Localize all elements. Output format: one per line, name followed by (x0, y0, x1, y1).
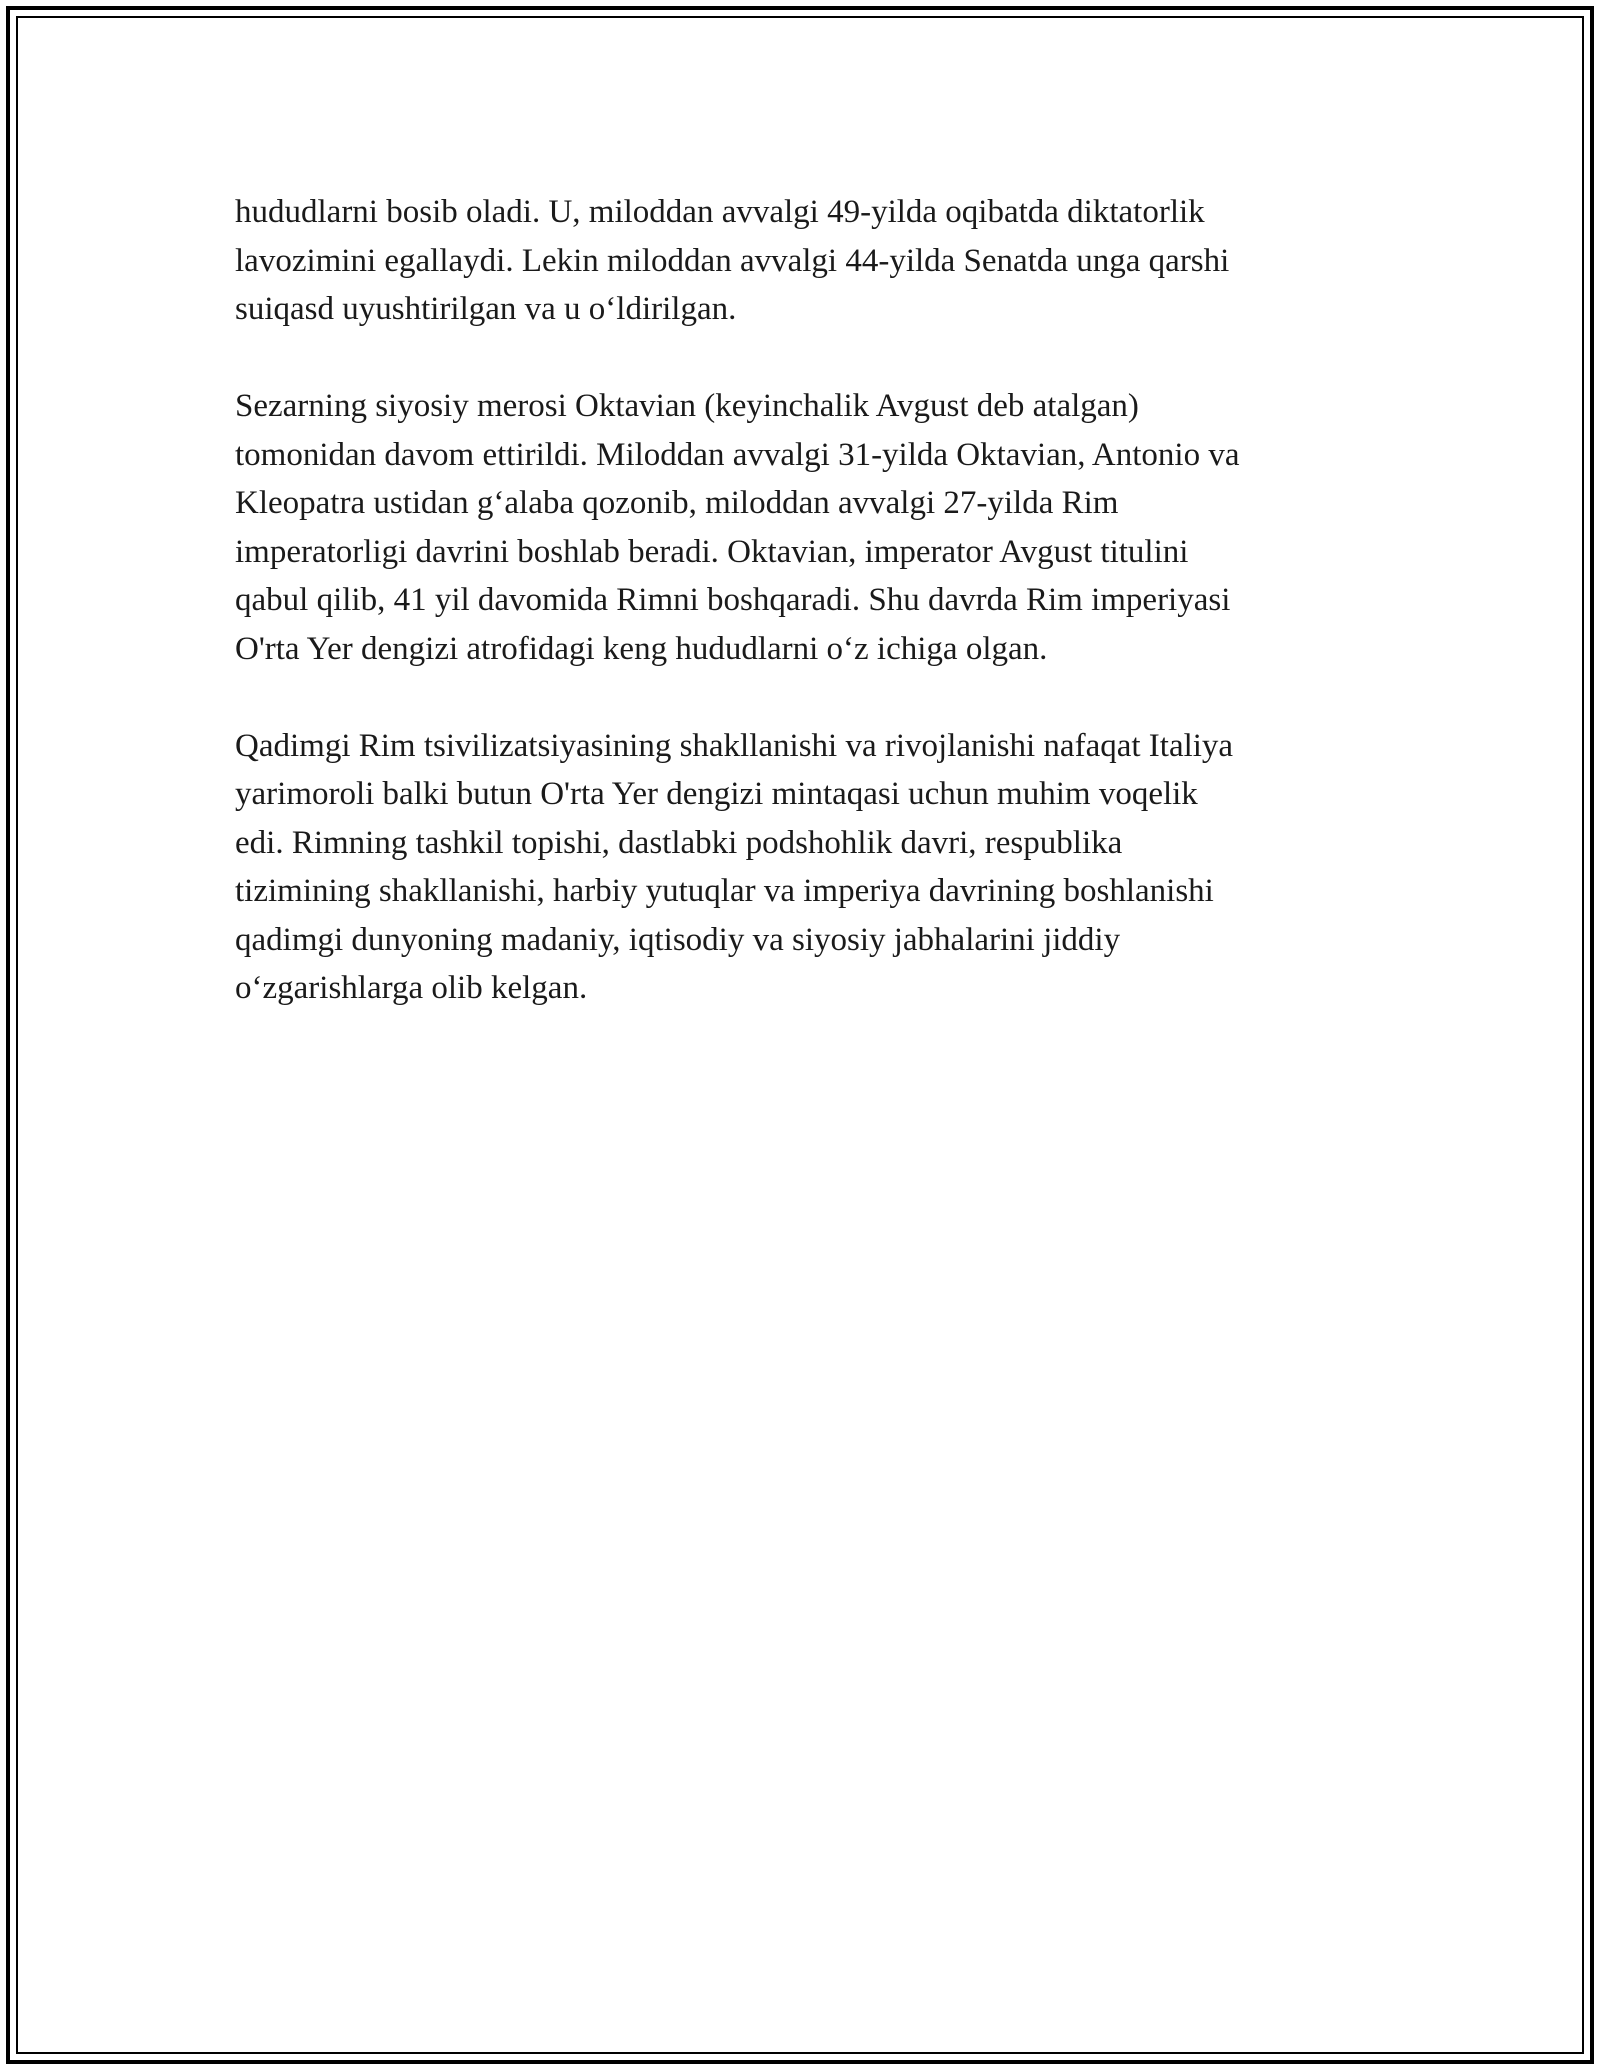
paragraph-2 (235, 382, 1365, 673)
paragraph-1 (235, 188, 1365, 334)
document-body (235, 188, 1365, 1061)
text-line: tizimining shakllanishi, harbiy yutuqlar va imperiya davrining boshlanishi (235, 873, 1214, 909)
text-line: O'rta Yer dengizi atrofidagi keng hududlarni o‘z ichiga olgan. (235, 630, 1048, 667)
text-line: o‘zgarishlarga olib kelgan. (235, 970, 588, 1006)
text-line: lavozimini egallaydi. Lekin miloddan avvalgi 44-yilda Senatda unga qarshi (235, 242, 1230, 279)
text-line: qadimgi dunyoning madaniy, iqtisodiy va siyosiy jabhalarini jiddiy (235, 921, 1121, 958)
text-line: qabul qilib, 41 yil davomida Rimni boshqaradi. Shu davrda Rim imperiyasi (235, 582, 1231, 618)
text-line: Kleopatra ustidan g‘alaba qozonib, miloddan avvalgi 27-yilda Rim (235, 485, 1119, 521)
text-line: suiqasd uyushtirilgan va u o‘ldirilgan. (235, 291, 737, 327)
text-line: imperatorligi davrini boshlab beradi. Oktavian, imperator Avgust titulini (235, 533, 1189, 570)
text-line: edi. Rimning tashkil topishi, dastlabki podshohlik davri, respublika (235, 824, 1123, 861)
text-line: tomonidan davom ettirildi. Miloddan avvalgi 31-yilda Oktavian, Antonio va (235, 436, 1240, 473)
text-line: Sezarning siyosiy merosi Oktavian (keyinchalik Avgust deb atalgan) (235, 388, 1139, 424)
text-line: hududlarni bosib oladi. U, miloddan avvalgi 49-yilda oqibatda diktatorlik (235, 194, 1205, 230)
text-line: yarimoroli balki butun O'rta Yer dengizi mintaqasi uchun muhim voqelik (235, 776, 1198, 812)
text-line: Qadimgi Rim tsivilizatsiyasining shakllanishi va rivojlanishi nafaqat Italiya (235, 727, 1234, 764)
paragraph-3 (235, 722, 1365, 1013)
